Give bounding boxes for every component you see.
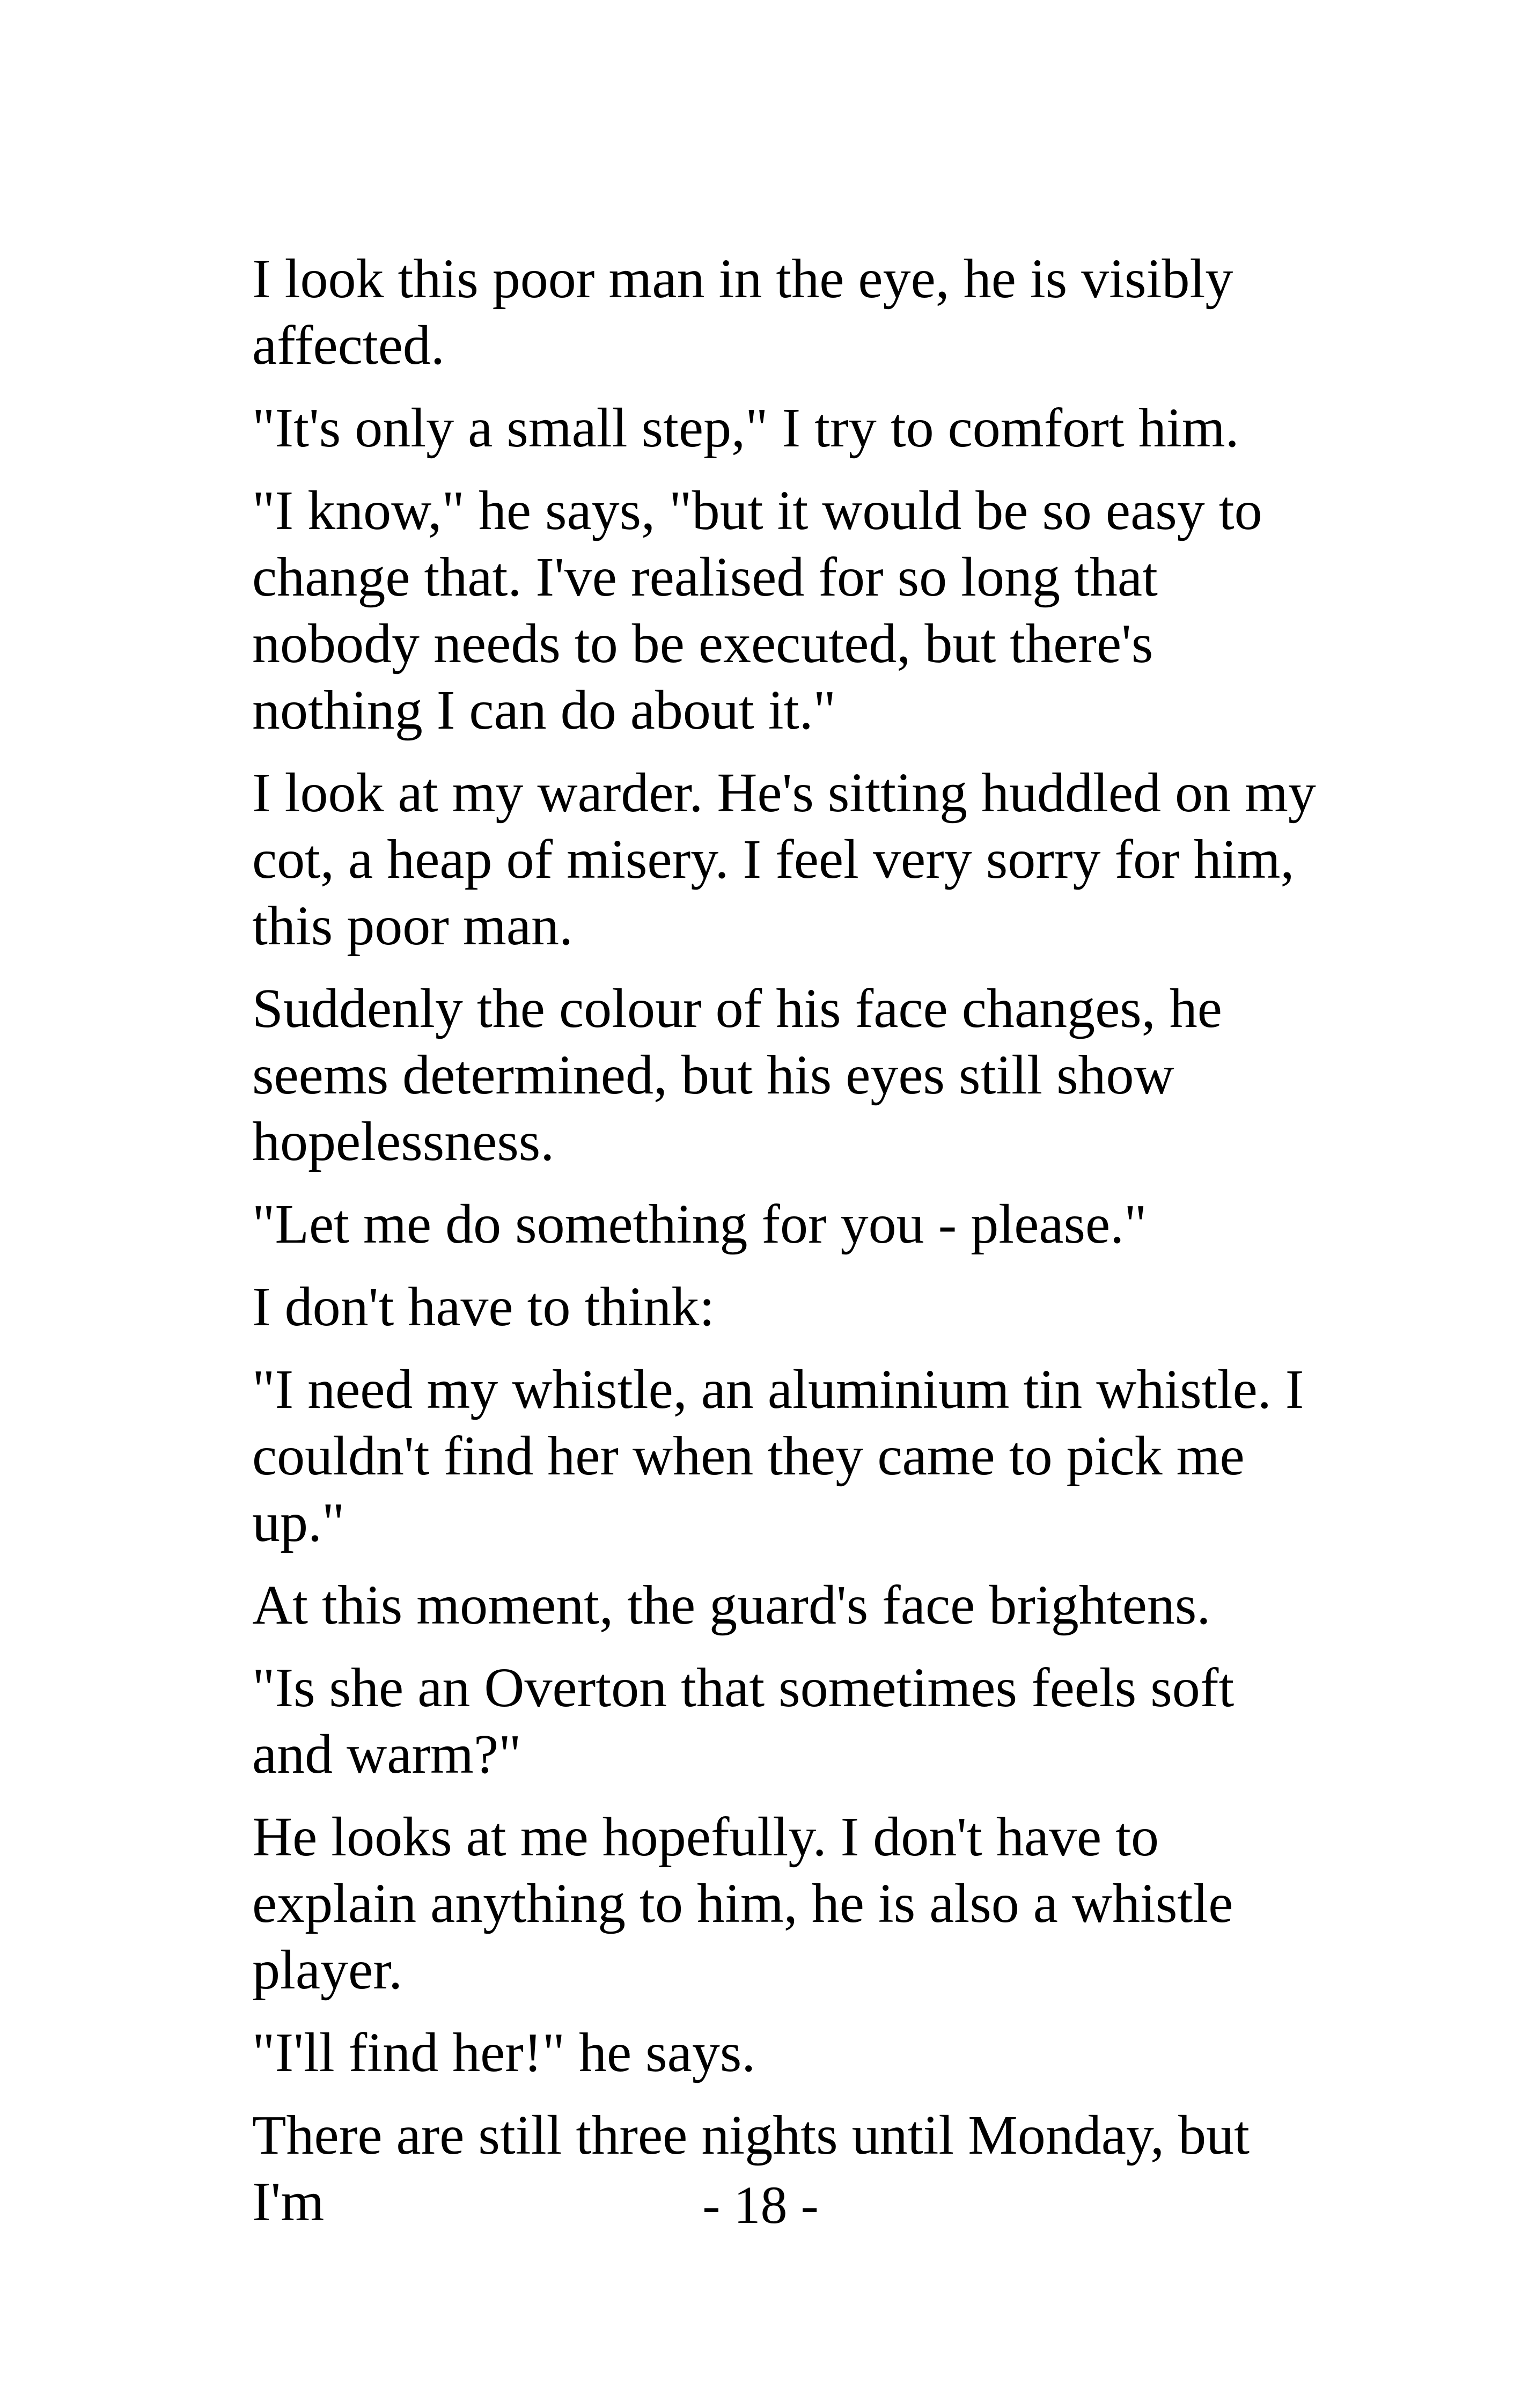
paragraph: "Let me do something for you - please." [252, 1193, 1147, 1255]
paragraph: At this moment, the guard's face brightens. [252, 1574, 1211, 1636]
paragraph: I look this poor man in the eye, he is visibly affected. [252, 248, 1233, 376]
paragraph: "Is she an Overton that sometimes feels soft and warm?" [252, 1657, 1235, 1785]
page-number: - 18 - [702, 2175, 819, 2235]
paragraph: He looks at me hopefully. I don't have to explain anything to him, he is also a whistle player. [252, 1806, 1233, 2001]
paragraph: Suddenly the colour of his face changes, he seems determined, but his eyes still show hopelessness. [252, 978, 1222, 1172]
paragraph: There are still three nights until Monday, but I'm [252, 2104, 1250, 2233]
paragraph: I look at my warder. He's sitting huddled on my cot, a heap of misery. I feel very sorry for him, this poor man. [252, 762, 1316, 957]
paragraph: "It's only a small step," I try to comfort him. [252, 397, 1239, 459]
paragraph: "I'll find her!" he says. [252, 2022, 756, 2083]
paragraph: "I know," he says, "but it would be so easy to change that. I've realised for so long that nobody needs to be executed, but there's nothing I can do about it." [252, 480, 1262, 741]
body-text [252, 246, 1325, 2251]
paragraph: "I need my whistle, an aluminium tin whistle. I couldn't find her when they came to pick me up." [252, 1359, 1304, 1553]
paragraph: I don't have to think: [252, 1276, 715, 1338]
